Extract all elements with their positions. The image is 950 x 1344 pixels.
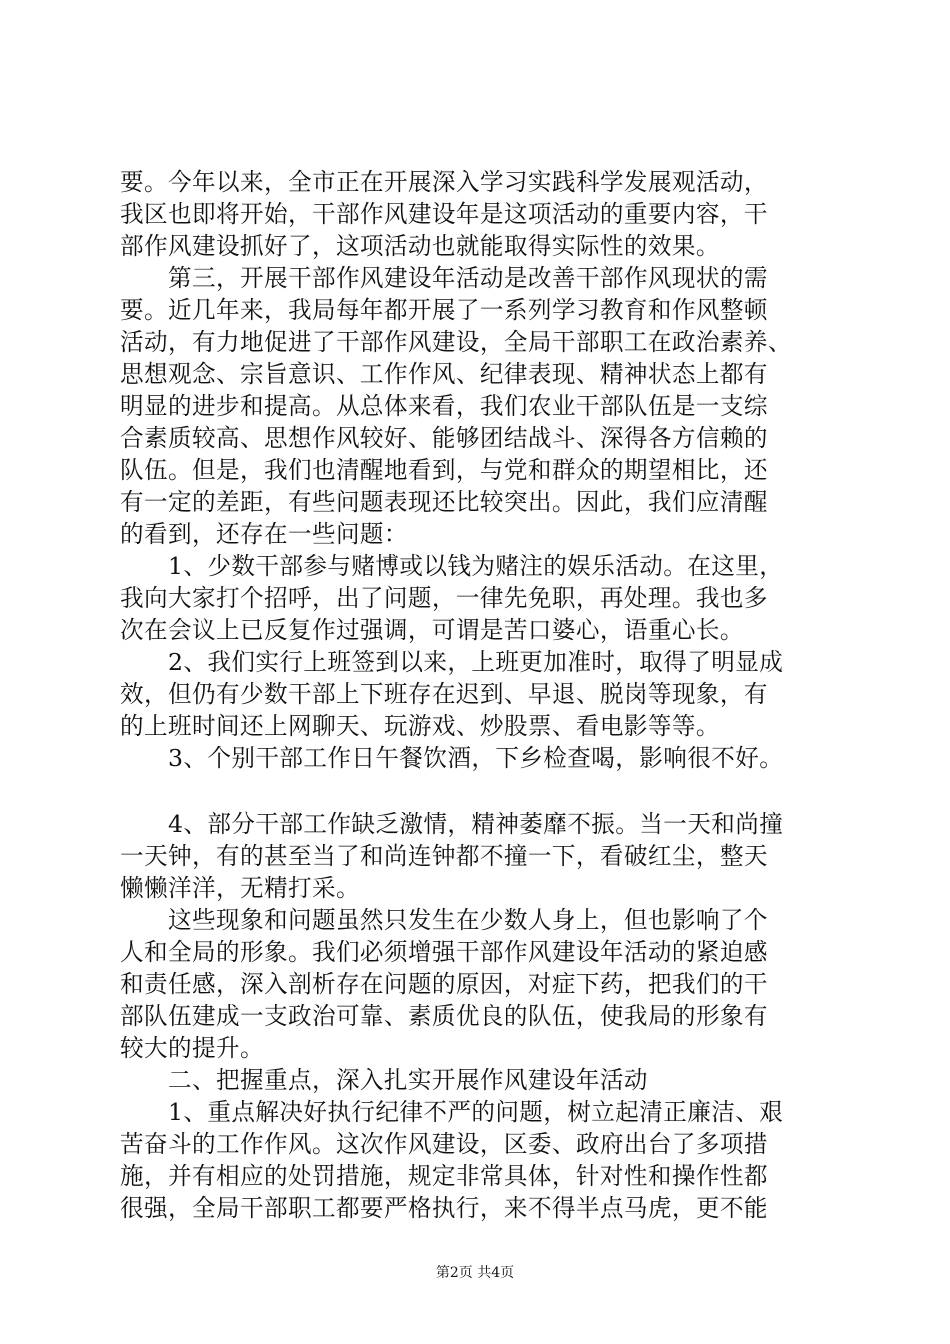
text-line: 苦奋斗的工作作风。这次作风建设，区委、政府出台了多项措 [120,1130,768,1158]
text-line: 3、个别干部工作日午餐饮酒，下乡检查喝，影响很不好。 [120,744,784,772]
text-line: 活动，有力地促进了干部作风建设，全局干部职工在政治素养、 [120,328,792,356]
text-line: 效，但仍有少数干部上下班存在迟到、早退、脱岗等现象，有 [120,680,768,708]
text-line: 我向大家打个招呼，出了问题，一律先免职，再处理。我也多 [120,584,768,612]
body-text [120,166,840,1224]
text-line: 2、我们实行上班签到以来，上班更加准时，取得了明显成 [120,648,784,676]
text-line: 的上班时间还上网聊天、玩游戏、炒股票、看电影等等。 [120,712,720,740]
text-line: 人和全局的形象。我们必须增强干部作风建设年活动的紧迫感 [120,938,768,966]
text-line: 一天钟，有的甚至当了和尚连钟都不撞一下，看破红尘，整天 [120,842,768,870]
text-line: 懒懒洋洋，无精打采。 [120,874,360,902]
text-line: 第三，开展干部作风建设年活动是改善干部作风现状的需 [120,264,768,292]
text-line: 合素质较高、思想作风较好、能够团结战斗、深得各方信赖的 [120,424,768,452]
text-line: 部作风建设抓好了，这项活动也就能取得实际性的效果。 [120,232,720,260]
text-line: 施，并有相应的处罚措施，规定非常具体，针对性和操作性都 [120,1162,768,1190]
section-heading: 二、把握重点，深入扎实开展作风建设年活动 [120,1066,648,1094]
text-line: 次在会议上已反复作过强调，可谓是苦口婆心，语重心长。 [120,616,744,644]
text-line: 1、重点解决好执行纪律不严的问题，树立起清正廉洁、艰 [120,1098,784,1126]
paragraph-gap [120,774,840,808]
text-line: 的看到，还存在一些问题： [120,520,408,548]
text-line: 明显的进步和提高。从总体来看，我们农业干部队伍是一支综 [120,392,768,420]
text-line: 这些现象和问题虽然只发生在少数人身上，但也影响了个 [120,906,768,934]
text-line: 有一定的差距，有些问题表现还比较突出。因此，我们应清醒 [120,488,768,516]
text-line: 1、少数干部参与赌博或以钱为赌注的娱乐活动。在这里， [120,552,784,580]
text-line: 较大的提升。 [120,1034,264,1062]
text-line: 4、部分干部工作缺乏激情，精神萎靡不振。当一天和尚撞 [120,810,784,838]
page-footer: 第2页 共4页 [435,1265,515,1281]
text-line: 思想观念、宗旨意识、工作作风、纪律表现、精神状态上都有 [120,360,768,388]
text-line: 很强，全局干部职工都要严格执行，来不得半点马虎，更不能 [120,1194,768,1222]
text-line: 要。近几年来，我局每年都开展了一系列学习教育和作风整顿 [120,296,768,324]
text-line: 队伍。但是，我们也清醒地看到，与党和群众的期望相比，还 [120,456,768,484]
text-line: 和责任感，深入剖析存在问题的原因，对症下药，把我们的干 [120,970,768,998]
text-line: 部队伍建成一支政治可靠、素质优良的队伍，使我局的形象有 [120,1002,768,1030]
text-line: 我区也即将开始，干部作风建设年是这项活动的重要内容，干 [120,200,768,228]
text-line: 要。今年以来，全市正在开展深入学习实践科学发展观活动， [120,168,768,196]
